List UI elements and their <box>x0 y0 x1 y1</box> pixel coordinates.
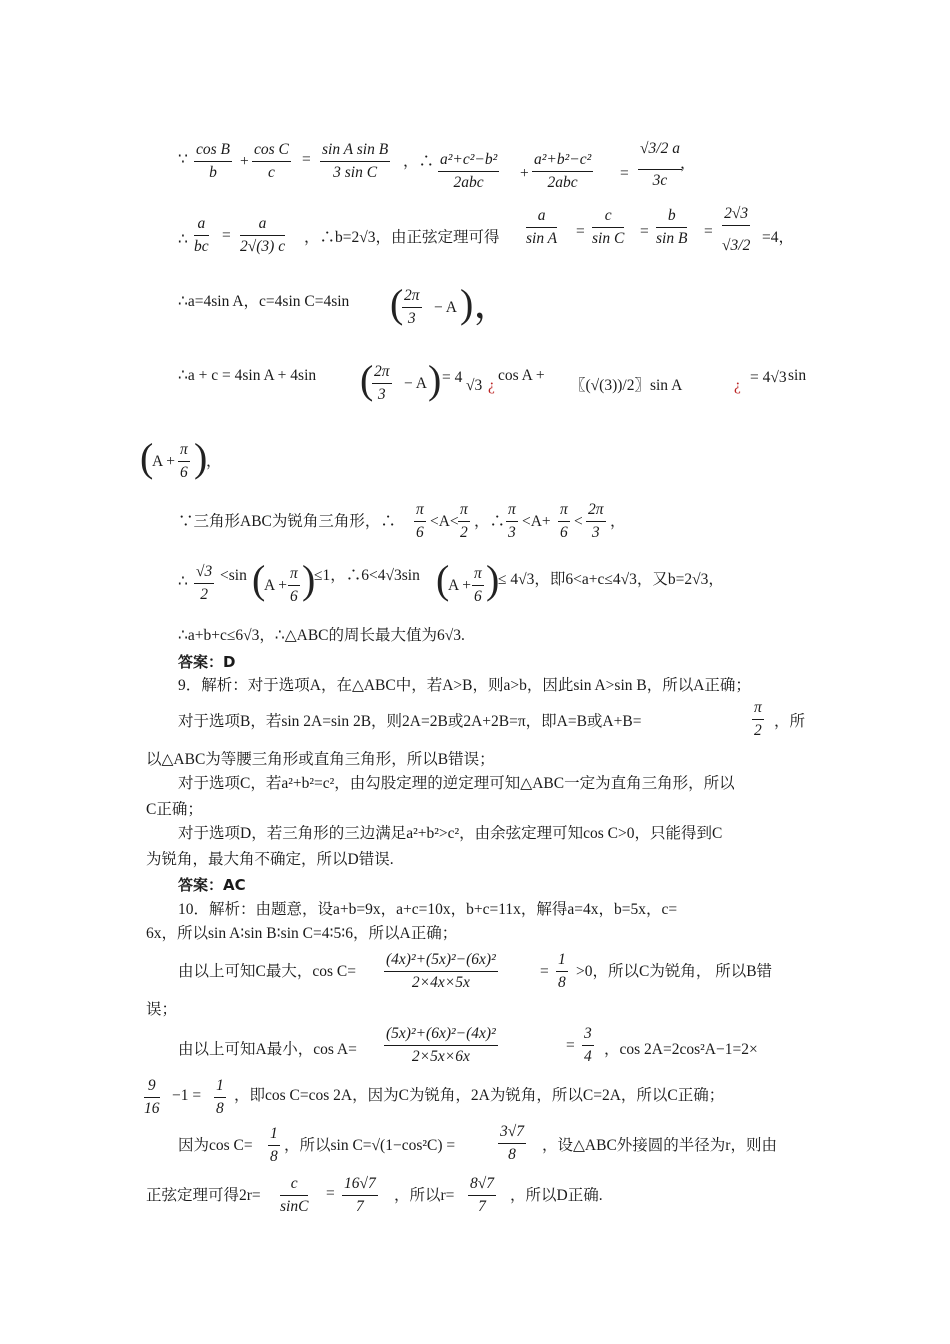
text: 正弦定理可得2r= <box>146 1187 261 1204</box>
text: = 4√3 <box>750 369 787 386</box>
text: ， <box>610 513 626 530</box>
text: 对于选项C，若a²+b²=c²，由勾股定理的逆定理可知△ABC一定为直角三角形，所以 <box>178 775 735 792</box>
text: ∵ <box>178 151 188 168</box>
text: C正确； <box>146 801 203 818</box>
text: − A <box>404 375 427 392</box>
text: = <box>302 151 311 168</box>
text: ∴ <box>178 573 188 590</box>
text: ，∴ <box>403 153 435 170</box>
text: 〖(√(3))/2〗sin A <box>570 377 683 394</box>
text: < <box>574 513 583 530</box>
text: ，∴ <box>474 513 506 530</box>
text: ，所以sin C=√(1−cos²C) = <box>284 1137 456 1154</box>
fraction: $\frac{8√7}{7}$ <box>470 1175 495 1215</box>
fraction: $\frac{\text{sin A sin B}}{\text{3 sin C}}$ <box>322 141 389 181</box>
text: 6x，所以sin A∶sin B∶sin C=4∶5∶6，所以A正确； <box>146 925 458 942</box>
fraction: $\frac{\pi}{6}$ <box>416 501 424 541</box>
text: = <box>704 223 713 240</box>
fraction: $\frac{2\pi}{3}$ <box>404 287 420 327</box>
text: √3 <box>466 377 483 394</box>
fraction: $\frac{\pi}{2}$ <box>460 501 468 541</box>
text: = <box>640 223 649 240</box>
text: cos A + <box>498 367 545 384</box>
text: sin <box>788 367 807 384</box>
text: 对于选项D，若三角形的三边满足a²+b²>c²，由余弦定理可知cos C>0，只能得到C <box>178 825 723 842</box>
text: = <box>576 223 585 240</box>
text: + <box>520 165 529 182</box>
text: ≤1，∴6<4√3sin <box>314 567 420 584</box>
text: A + <box>264 577 287 594</box>
text: ∵三角形ABC为锐角三角形，∴ <box>178 513 396 530</box>
fraction: $\frac{2\pi}{3}$ <box>588 501 604 541</box>
text: 9．解析：对于选项A，在△ABC中，若A>B，则a>b，因此sin A>sin B，所以A正确； <box>178 677 751 694</box>
text: −1 = <box>172 1087 202 1104</box>
fraction: $\frac{\pi}{6}$ <box>180 441 188 481</box>
text: A + <box>152 453 175 470</box>
text: <sin <box>220 567 247 584</box>
paren: ) <box>194 435 208 480</box>
text: ，所以D正确. <box>510 1187 603 1204</box>
fraction: $\frac{√3}{2}$ <box>196 563 213 603</box>
text: =4， <box>762 229 794 246</box>
paren: ( <box>436 557 450 602</box>
text: − A <box>434 299 457 316</box>
fraction: $\frac{\pi}{6}$ <box>560 501 568 541</box>
fraction: $\frac{\text{cos C}}{c}$ <box>254 141 289 181</box>
paren: ( <box>140 435 154 480</box>
fraction: $\frac{2\pi}{3}$ <box>374 363 390 403</box>
fraction: $\frac{\pi}{3}$ <box>508 501 516 541</box>
paren: ( <box>252 557 266 602</box>
text: >0，所以C为锐角， 所以B错 <box>576 963 773 980</box>
fraction: $\frac{c}{\sin C}$ <box>280 1175 309 1215</box>
fraction: $\frac{9}{16}$ <box>144 1077 160 1117</box>
text: 由以上可知C最大，cos C= <box>178 963 356 980</box>
fraction: $\frac{16√7}{7}$ <box>344 1175 376 1215</box>
fraction: $\frac{a}{\text{sin A}}$ <box>526 207 558 247</box>
fraction: $\frac{1}{8}$ <box>270 1125 278 1165</box>
fraction: $\frac{3}{4}$ <box>584 1025 592 1065</box>
text: 以△ABC为等腰三角形或直角三角形，所以B错误； <box>146 751 495 768</box>
answer-label: 答案：AC <box>178 876 246 894</box>
text: <A< <box>430 513 459 530</box>
text: = <box>566 1037 575 1054</box>
paren: ( <box>360 357 374 402</box>
text: = <box>222 227 231 244</box>
text: ，所 <box>774 713 806 730</box>
fraction: $\frac{c}{\text{sin C}}$ <box>592 207 625 247</box>
fraction: $\frac{\text{(4x)²+(5x)²−(6x)²}}{2\times 4x\times 5x}$ <box>386 951 496 991</box>
text: 为锐角，最大角不确定，所以D错误. <box>146 851 394 868</box>
fraction: $\frac{\pi}{2}$ <box>754 699 762 739</box>
text: 因为cos C= <box>178 1137 253 1154</box>
fraction: a²+c²−b² 2abc <box>440 151 498 191</box>
text: 误； <box>146 1001 178 1018</box>
fraction: $\frac{\pi}{6}$ <box>290 565 298 605</box>
text: 对于选项B，若sin 2A=sin 2B，则2A=2B或2A+2B=π，即A=B或A+B= <box>178 713 642 730</box>
paren: ) <box>302 557 316 602</box>
fraction: $\frac{\pi}{6}$ <box>474 565 482 605</box>
text: ∴a=4sin A，c=4sin C=4sin <box>178 293 350 310</box>
text: <A+ <box>522 513 551 530</box>
fraction: a²+b²−c² 2abc <box>534 151 592 191</box>
paren: ( <box>390 281 404 326</box>
text: 10．解析：由题意，设a+b=9x，a+c=10x，b+c=11x，解得a=4x，b=5x，c= <box>178 901 678 918</box>
fraction: $\frac{1}{8}$ <box>558 951 566 991</box>
text: ¿ <box>488 377 495 394</box>
text: = <box>326 1185 335 1202</box>
fraction: $\frac{a}{bc}$ <box>194 215 209 255</box>
text: ， <box>206 453 222 470</box>
fraction: $\frac{\text{cos B}}{b}$ <box>196 141 231 181</box>
text: = <box>540 963 549 980</box>
text: 由以上可知A最小，cos A= <box>178 1041 357 1058</box>
text: ， <box>680 155 696 172</box>
text: ¿ <box>734 377 741 394</box>
text: ，设△ABC外接圆的半径为r，则由 <box>542 1137 777 1154</box>
fraction: $\frac{2√3}{√3/2}$ <box>722 205 751 254</box>
text: ∴a+b+c≤6√3，∴△ABC的周长最大值为6√3. <box>178 627 465 644</box>
answer-label: 答案：D <box>178 653 236 671</box>
text: ∴ <box>178 231 188 248</box>
text: ，∴b=2√3，由正弦定理可得 <box>304 229 500 246</box>
fraction: $\frac{3√7}{8}$ <box>500 1123 525 1163</box>
fraction: $\frac{1}{8}$ <box>216 1077 224 1117</box>
fraction: $\frac{a}{2√(3) c}$ <box>240 215 286 255</box>
text: A + <box>448 577 471 594</box>
text: ≤ 4√3，即6<a+c≤4√3，又b=2√3， <box>498 571 724 588</box>
text: ，所以r= <box>394 1187 455 1204</box>
text: = 4 <box>442 369 463 386</box>
text: + <box>240 153 249 170</box>
paren: )， <box>460 281 514 326</box>
fraction: $\frac{\text{(5x)²+(6x)²−(4x)²}}{2\times 5x\times 6x}$ <box>386 1025 496 1065</box>
paren: ) <box>486 557 500 602</box>
fraction: $\frac{√3/2 a}{3c}$ <box>638 130 682 192</box>
fraction: $\frac{b}{\text{sin B}}$ <box>656 207 688 247</box>
text: ，即cos C=cos 2A，因为C为锐角，2A为锐角，所以C=2A，所以C正确； <box>234 1087 725 1104</box>
paren: ) <box>428 357 442 402</box>
text: ∴a + c = 4sin A + 4sin <box>178 367 317 384</box>
text: = <box>620 165 629 182</box>
text: ，cos 2A=2cos²A−1=2× <box>604 1041 758 1058</box>
